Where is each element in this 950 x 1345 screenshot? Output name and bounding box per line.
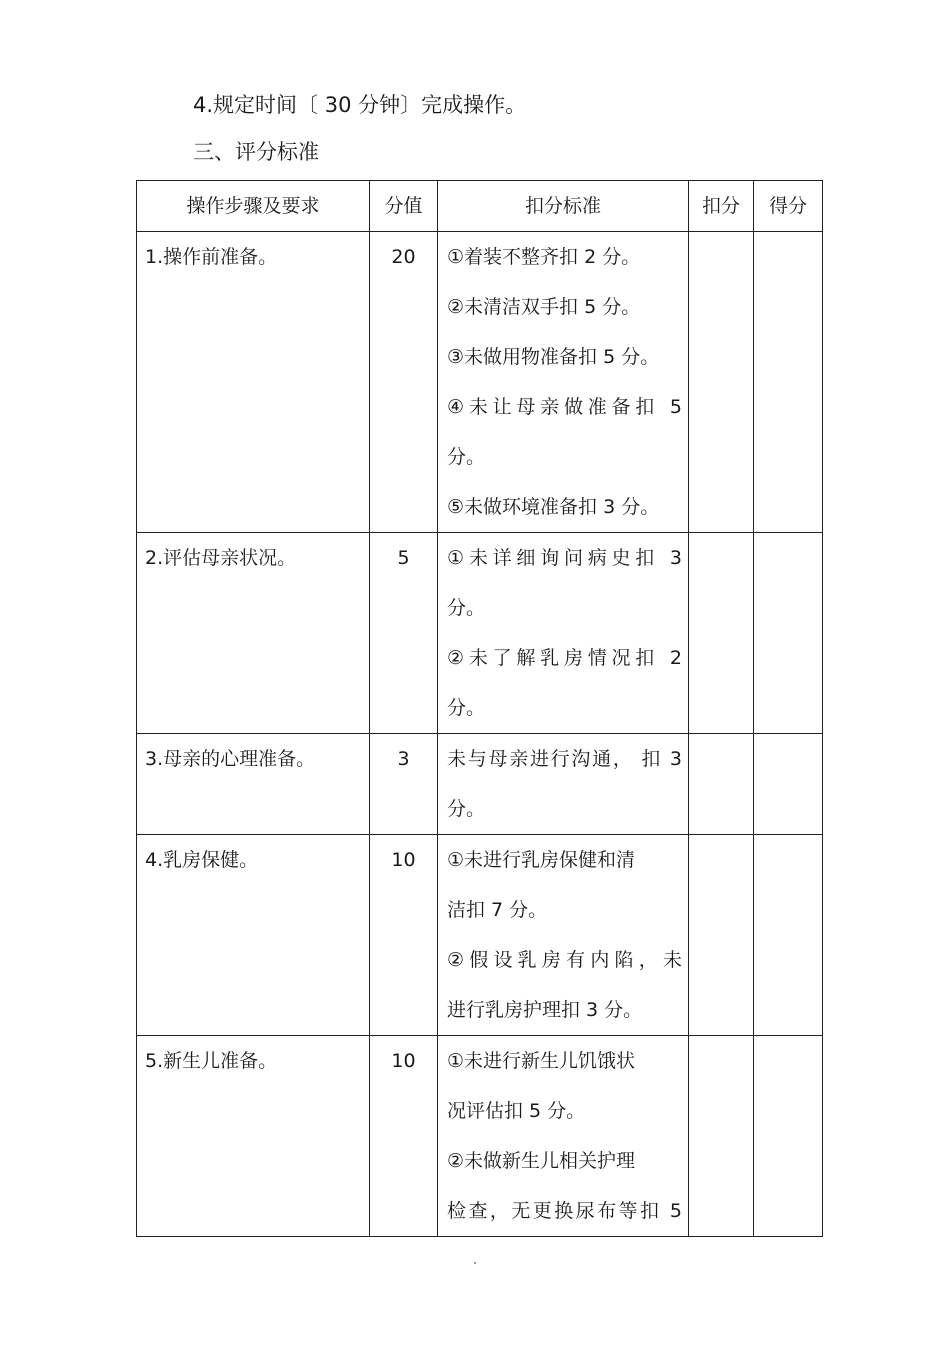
deducted-cell	[689, 533, 754, 734]
table-row	[137, 835, 823, 1036]
deduction-line: ⑤未做环境准备扣 3 分。	[447, 496, 660, 518]
rule-time-limit: 4.规定时间〔 30 分钟〕完成操作。	[193, 93, 527, 117]
deduction-standard-cell	[438, 734, 689, 835]
table-row	[137, 533, 823, 734]
score-cell	[754, 533, 823, 734]
deduction-line: ②未清洁双手扣 5 分。	[447, 296, 641, 318]
deduction-line: ②未了解乳房情况扣 2	[447, 647, 682, 669]
step-cell: 2.评估母亲状况。	[137, 533, 370, 734]
deduction-standard-cell	[438, 533, 689, 734]
deduction-line: ④未让母亲做准备扣 5	[447, 396, 682, 418]
deduction-line: ①未进行乳房保健和清	[447, 849, 636, 871]
deduction-line: 分。	[447, 798, 486, 820]
score-cell	[754, 1036, 823, 1237]
deduction-line: ②未做新生儿相关护理	[447, 1150, 636, 1172]
deduction-standard-cell	[438, 1036, 689, 1237]
deduction-standard-cell	[438, 232, 689, 533]
deduction-line: ①未进行新生儿饥饿状	[447, 1050, 636, 1072]
table-row	[137, 734, 823, 835]
score-cell	[754, 835, 823, 1036]
deducted-cell	[689, 734, 754, 835]
page-footer-dot	[474, 1262, 476, 1264]
points-cell: 3	[370, 734, 438, 835]
step-cell: 5.新生儿准备。	[137, 1036, 370, 1237]
deduction-line: 洁扣 7 分。	[447, 899, 548, 921]
step-cell: 3.母亲的心理准备。	[137, 734, 370, 835]
header-step: 操作步骤及要求	[137, 181, 370, 232]
header-deducted: 扣分	[689, 181, 754, 232]
header-points: 分值	[370, 181, 438, 232]
deduction-line: 检查，无更换尿布等扣 5	[447, 1200, 682, 1222]
table-header-row	[137, 181, 823, 232]
score-cell	[754, 734, 823, 835]
deduction-line: ①未详细询问病史扣 3	[447, 547, 682, 569]
points-cell: 5	[370, 533, 438, 734]
deduction-line: 分。	[447, 446, 486, 468]
points-cell: 10	[370, 1036, 438, 1237]
section-title: 三、评分标准	[193, 140, 319, 164]
points-cell: 20	[370, 232, 438, 533]
table-row	[137, 232, 823, 533]
deduction-line: 进行乳房护理扣 3 分。	[447, 999, 643, 1021]
header-deduction-standard: 扣分标准	[438, 181, 689, 232]
deduction-line: ②假设乳房有内陷，未	[447, 949, 682, 971]
score-cell	[754, 232, 823, 533]
deducted-cell	[689, 1036, 754, 1237]
points-cell: 10	[370, 835, 438, 1036]
deduction-standard-cell	[438, 835, 689, 1036]
deducted-cell	[689, 232, 754, 533]
table-row	[137, 1036, 823, 1237]
deduction-line: 分。	[447, 597, 486, 619]
deducted-cell	[689, 835, 754, 1036]
step-cell: 1.操作前准备。	[137, 232, 370, 533]
deduction-line: ①着装不整齐扣 2 分。	[447, 246, 641, 268]
deduction-line: 未与母亲进行沟通， 扣 3	[447, 748, 682, 770]
deduction-line: ③未做用物准备扣 5 分。	[447, 346, 660, 368]
scoring-table	[136, 180, 823, 1237]
step-cell: 4.乳房保健。	[137, 835, 370, 1036]
deduction-line: 况评估扣 5 分。	[447, 1100, 586, 1122]
header-score: 得分	[754, 181, 823, 232]
deduction-line: 分。	[447, 697, 486, 719]
